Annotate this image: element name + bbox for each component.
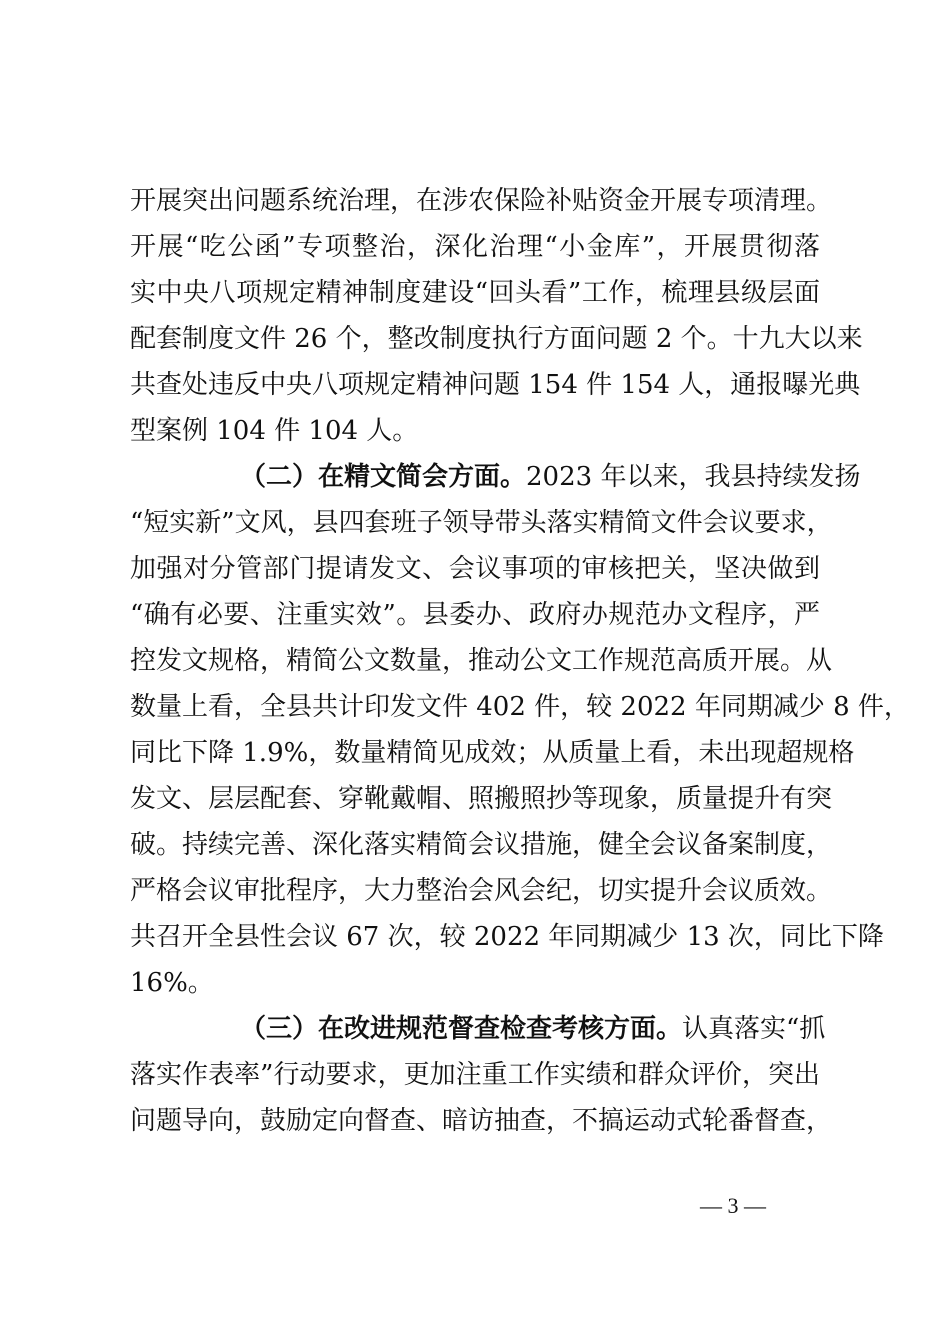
paragraph-1-line-5: 共查处违反中央八项规定精神问题 154 件 154 人，通报曝光典 [130, 370, 861, 400]
paragraph-1-line-3: 实中央八项规定精神制度建设“回头看”工作，梳理县级层面 [130, 278, 820, 308]
paragraph-1-line-2: 开展“吃公函”专项整治，深化治理“小金库”，开展贯彻落 [130, 232, 820, 262]
paragraph-2-first-line [240, 459, 861, 495]
paragraph-2-line-11: 共召开全县性会议 67 次，较 2022 年同期减少 13 次，同比下降 [130, 922, 884, 952]
paragraph-2-line-3: 加强对分管部门提请发文、会议事项的审核把关，坚决做到 [130, 554, 820, 584]
paragraph-3-line-2: 落实作表率”行动要求，更加注重工作实绩和群众评价，突出 [130, 1060, 820, 1090]
paragraph-2-line-5: 控发文规格，精简公文数量，推动公文工作规范高质开展。从 [130, 646, 833, 676]
paragraph-2-line-2: “短实新”文风，县四套班子领导带头落实精简文件会议要求， [130, 508, 833, 538]
paragraph-2-line-10: 严格会议审批程序，大力整治会风会纪，切实提升会议质效。 [130, 876, 833, 906]
paragraph-3-line-3: 问题导向，鼓励定向督查、暗访抽查，不搞运动式轮番督查， [130, 1106, 833, 1136]
paragraph-3-first-line-text: 认真落实“抓 [682, 1014, 826, 1044]
paragraph-2-line-6: 数量上看，全县共计印发文件 402 件，较 2022 年同期减少 8 件， [130, 692, 910, 722]
paragraph-2-line-9: 破。持续完善、深化落实精简会议措施，健全会议备案制度， [130, 830, 833, 860]
paragraph-3-first-line [240, 1011, 826, 1047]
paragraph-2-first-line-text: 2023 年以来，我县持续发扬 [526, 462, 861, 492]
paragraph-1-line-6: 型案例 104 件 104 人。 [130, 416, 419, 446]
page-number: — 3 — [700, 1193, 766, 1218]
paragraph-2-heading: （二）在精文简会方面。 [240, 462, 527, 492]
paragraph-1-line-1: 开展突出问题系统治理，在涉农保险补贴资金开展专项清理。 [130, 186, 833, 216]
paragraph-2-line-8: 发文、层层配套、穿靴戴帽、照搬照抄等现象，质量提升有突 [130, 784, 833, 814]
paragraph-2-line-4: “确有必要、注重实效”。县委办、政府办规范办文程序，严 [130, 600, 820, 630]
paragraph-2-line-12: 16%。 [130, 968, 214, 998]
paragraph-3-heading: （三）在改进规范督查检查考核方面。 [240, 1014, 683, 1044]
paragraph-1-line-4: 配套制度文件 26 个，整改制度执行方面问题 2 个。十九大以来 [130, 324, 863, 354]
paragraph-2-line-7: 同比下降 1.9%，数量精简见成效；从质量上看，未出现超规格 [130, 738, 855, 768]
